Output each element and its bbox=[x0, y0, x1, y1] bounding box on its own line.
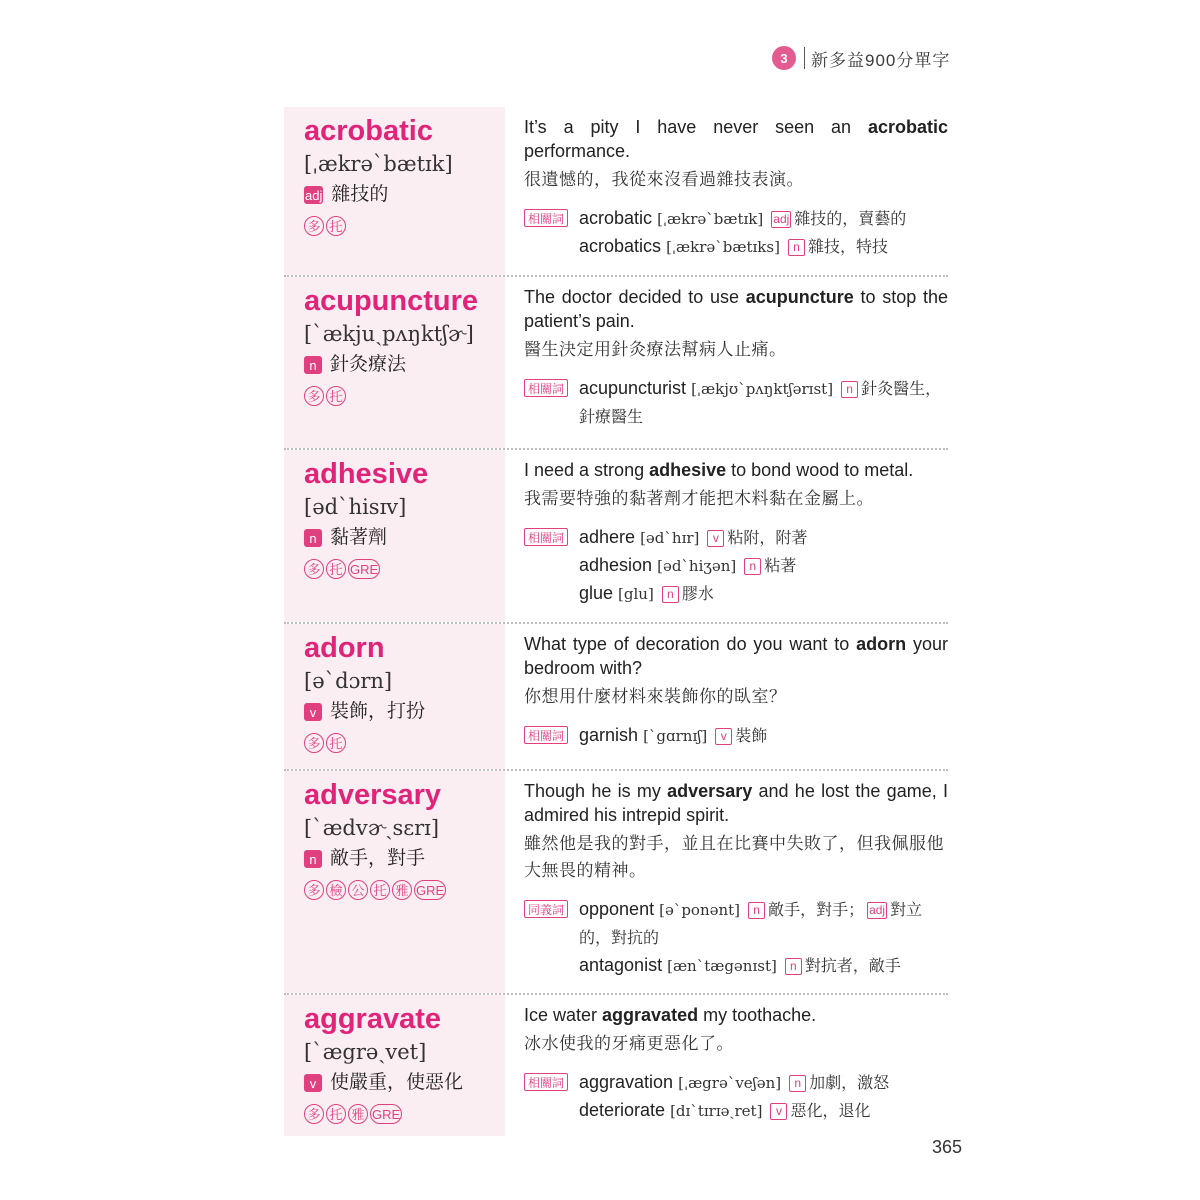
example-text: my toothache. bbox=[698, 1005, 817, 1025]
part-of-speech-badge: n bbox=[304, 850, 322, 868]
example-text: It’s a pity I have never seen an bbox=[524, 117, 868, 137]
example-text: to bond wood to metal. bbox=[726, 460, 914, 480]
exam-tag: 托 bbox=[370, 880, 390, 900]
vocab-entry bbox=[284, 771, 948, 995]
book-title: 新多益900分單字 bbox=[811, 50, 951, 70]
example-text: and he lost the game, I admired his intrepid spirit. bbox=[524, 781, 948, 825]
related-word: acrobatic bbox=[579, 208, 653, 228]
exam-tags bbox=[304, 733, 505, 753]
example-keyword: acupuncture bbox=[745, 287, 854, 307]
definition bbox=[304, 699, 505, 725]
pronunciation: [ˋægrəˏvet] bbox=[304, 1040, 427, 1064]
related-meaning: 對立的，對抗的 bbox=[579, 902, 923, 947]
example-panel bbox=[505, 771, 948, 993]
related-words bbox=[524, 1069, 948, 1125]
related-item bbox=[579, 896, 948, 952]
headword-panel bbox=[284, 450, 505, 622]
vocab-entry bbox=[284, 624, 948, 771]
related-meaning: 粘著 bbox=[764, 558, 797, 575]
headword: adversary bbox=[304, 779, 442, 811]
related-meaning: 雜技的，賣藝的 bbox=[794, 211, 907, 228]
exam-tag: 多 bbox=[304, 559, 324, 579]
example-panel bbox=[505, 107, 948, 275]
vocab-entry bbox=[284, 107, 948, 277]
related-label: 相關詞 bbox=[524, 528, 568, 546]
exam-tag: 托 bbox=[326, 559, 346, 579]
example-sentence bbox=[524, 779, 948, 827]
related-pos-badge: n bbox=[748, 902, 765, 919]
exam-tags bbox=[304, 216, 505, 236]
related-word: garnish bbox=[579, 725, 639, 745]
related-pronunciation: [əˋponənt] bbox=[659, 901, 741, 919]
related-meaning: 敵手，對手； bbox=[768, 902, 865, 919]
part-of-speech-badge: n bbox=[304, 529, 322, 547]
related-meaning: 對抗者，敵手 bbox=[804, 958, 901, 975]
vocab-entry bbox=[284, 450, 948, 624]
related-item bbox=[579, 205, 948, 233]
related-item bbox=[579, 1097, 948, 1125]
example-sentence bbox=[524, 632, 948, 680]
exam-tags bbox=[304, 386, 505, 406]
example-sentence bbox=[524, 285, 948, 333]
related-list bbox=[579, 205, 948, 261]
example-panel bbox=[505, 450, 948, 622]
related-pos-badge: n bbox=[788, 239, 805, 256]
related-pos-badge: n bbox=[789, 1075, 806, 1092]
vocab-entry bbox=[284, 995, 948, 1136]
related-word: acupuncturist bbox=[579, 378, 687, 398]
example-text: your bedroom with? bbox=[524, 634, 948, 678]
related-label: 相關詞 bbox=[524, 1073, 568, 1091]
related-words bbox=[524, 375, 948, 431]
example-keyword: adversary bbox=[667, 781, 753, 801]
definition bbox=[304, 1070, 505, 1096]
exam-tag: 托 bbox=[326, 216, 346, 236]
exam-tag: 多 bbox=[304, 216, 324, 236]
related-word: glue bbox=[579, 583, 614, 603]
related-pronunciation: [ˌækjʊˋpʌŋktʃərɪst] bbox=[691, 380, 834, 398]
related-pos-badge: adj bbox=[869, 903, 886, 917]
example-translation: 我需要特強的黏著劑才能把木料黏在金屬上。 bbox=[524, 489, 874, 508]
related-label: 同義詞 bbox=[524, 900, 568, 918]
example-sentence bbox=[524, 458, 948, 482]
related-pos-badge: n bbox=[785, 958, 802, 975]
related-word: opponent bbox=[579, 899, 655, 919]
example-translation: 很遺憾的，我從來沒看過雜技表演。 bbox=[524, 170, 804, 189]
related-label: 相關詞 bbox=[524, 209, 568, 227]
related-list bbox=[579, 524, 948, 608]
part-of-speech-badge: v bbox=[304, 1074, 322, 1092]
exam-tag: 托 bbox=[326, 1104, 346, 1124]
headword-panel bbox=[284, 277, 505, 448]
related-pronunciation: [ədˋhiʒən] bbox=[657, 557, 737, 575]
related-item bbox=[579, 233, 948, 261]
page-number: 365 bbox=[932, 1137, 963, 1157]
related-meaning: 惡化，退化 bbox=[790, 1103, 871, 1120]
part-of-speech-badge: adj bbox=[305, 187, 323, 203]
exam-tag: 公 bbox=[348, 880, 368, 900]
pronunciation: [ˋædvɚˏsɛrɪ] bbox=[304, 816, 440, 840]
headword: aggravate bbox=[304, 1003, 442, 1035]
headword-panel bbox=[284, 995, 505, 1136]
headword: acrobatic bbox=[304, 115, 433, 147]
related-pronunciation: [dɪˋtɪrɪəˏret] bbox=[670, 1102, 763, 1120]
exam-tag: GRE bbox=[414, 880, 446, 900]
definition bbox=[304, 352, 505, 378]
related-pronunciation: [ˌækrəˋbætɪks] bbox=[666, 238, 780, 256]
definition-text: 裝飾，打扮 bbox=[330, 701, 426, 722]
exam-tag: 檢 bbox=[326, 880, 346, 900]
example-panel bbox=[505, 995, 948, 1136]
pronunciation: [ˌækrəˋbætɪk] bbox=[304, 152, 453, 176]
related-pos-badge: n bbox=[744, 558, 761, 575]
exam-tags bbox=[304, 1104, 505, 1124]
related-word: deteriorate bbox=[579, 1100, 666, 1120]
related-meaning: 裝飾 bbox=[735, 728, 768, 745]
page-header bbox=[772, 44, 950, 72]
related-pos-badge: n bbox=[662, 586, 679, 603]
definition-text: 雜技的 bbox=[331, 184, 389, 205]
example-keyword: acrobatic bbox=[867, 117, 948, 137]
related-meaning: 粘附，附著 bbox=[727, 530, 808, 547]
example-text: I need a strong bbox=[524, 460, 650, 480]
example-text: What type of decoration do you want to bbox=[524, 634, 857, 654]
related-word: adhesion bbox=[579, 555, 653, 575]
related-pronunciation: [ænˋtægənɪst] bbox=[667, 957, 777, 975]
related-pronunciation: [ˌægrəˋveʃən] bbox=[678, 1074, 782, 1092]
related-meaning: 雜技，特技 bbox=[807, 239, 888, 256]
related-word: aggravation bbox=[579, 1072, 674, 1092]
related-pronunciation: [ˌækrəˋbætɪk] bbox=[657, 210, 764, 228]
definition bbox=[304, 182, 505, 208]
example-text: Though he is my bbox=[524, 781, 668, 801]
exam-tag: 多 bbox=[304, 386, 324, 406]
exam-tag: 多 bbox=[304, 733, 324, 753]
example-sentence bbox=[524, 115, 948, 163]
example-text: to stop the patient’s pain. bbox=[524, 287, 949, 331]
related-pos-badge: n bbox=[841, 381, 858, 398]
related-item bbox=[579, 1069, 948, 1097]
definition bbox=[304, 846, 505, 872]
example-text: performance. bbox=[524, 141, 631, 161]
related-pos-badge: v bbox=[715, 728, 732, 745]
headword: acupuncture bbox=[304, 285, 479, 317]
related-list bbox=[579, 896, 948, 980]
related-item bbox=[579, 722, 948, 750]
related-pos-badge: v bbox=[707, 530, 724, 547]
related-list bbox=[579, 375, 948, 431]
definition-text: 使嚴重，使惡化 bbox=[330, 1072, 464, 1093]
related-list bbox=[579, 722, 948, 750]
related-pos-badge: v bbox=[770, 1103, 787, 1120]
related-word: acrobatics bbox=[579, 236, 662, 256]
headword-panel bbox=[284, 771, 505, 993]
example-panel bbox=[505, 277, 948, 448]
exam-tag: 雅 bbox=[348, 1104, 368, 1124]
exam-tag: 托 bbox=[326, 733, 346, 753]
headword-panel bbox=[284, 107, 505, 275]
definition-text: 黏著劑 bbox=[330, 527, 388, 548]
part-of-speech-badge: v bbox=[304, 703, 322, 721]
related-meaning: 膠水 bbox=[681, 586, 714, 603]
related-list bbox=[579, 1069, 948, 1125]
related-meaning: 針灸醫生，針療醫生 bbox=[579, 381, 942, 426]
part-of-speech-badge: n bbox=[304, 356, 322, 374]
exam-tags bbox=[304, 880, 505, 900]
headword: adorn bbox=[304, 632, 385, 664]
exam-tag: GRE bbox=[348, 559, 380, 579]
exam-tag: 多 bbox=[304, 1104, 324, 1124]
pronunciation: [əˋdɔrn] bbox=[304, 669, 393, 693]
exam-tags bbox=[304, 559, 505, 579]
related-words bbox=[524, 205, 948, 261]
related-item bbox=[579, 580, 948, 608]
related-word: adhere bbox=[579, 527, 636, 547]
related-pos-badge: adj bbox=[773, 212, 790, 226]
example-keyword: adorn bbox=[856, 634, 907, 654]
related-item bbox=[579, 375, 948, 431]
related-item bbox=[579, 552, 948, 580]
example-text: The doctor decided to use bbox=[524, 287, 746, 307]
example-keyword: adhesive bbox=[649, 460, 727, 480]
exam-tag: GRE bbox=[370, 1104, 402, 1124]
definition bbox=[304, 525, 505, 551]
vocab-entry bbox=[284, 277, 948, 450]
example-keyword: aggravated bbox=[602, 1005, 699, 1025]
headword: adhesive bbox=[304, 458, 429, 490]
example-panel bbox=[505, 624, 948, 769]
related-meaning: 加劇，激怒 bbox=[809, 1075, 890, 1092]
related-pronunciation: [ˋgɑrnɪʃ] bbox=[643, 727, 708, 745]
example-translation: 你想用什麼材料來裝飾你的臥室？ bbox=[524, 687, 787, 706]
example-translation: 雖然他是我的對手，並且在比賽中失敗了，但我佩服他大無畏的精神。 bbox=[524, 834, 944, 880]
related-item bbox=[579, 524, 948, 552]
pronunciation: [ˋækjuˏpʌŋktʃɚ] bbox=[304, 322, 474, 346]
entry-list bbox=[284, 107, 948, 1136]
example-translation: 醫生決定用針灸療法幫病人止痛。 bbox=[524, 340, 787, 359]
example-sentence bbox=[524, 1003, 948, 1027]
related-label: 相關詞 bbox=[524, 379, 568, 397]
pronunciation: [ədˋhisɪv] bbox=[304, 495, 407, 519]
related-words bbox=[524, 524, 948, 608]
related-word: antagonist bbox=[579, 955, 663, 975]
related-words bbox=[524, 896, 948, 980]
example-text: Ice water bbox=[524, 1005, 603, 1025]
headword-panel bbox=[284, 624, 505, 769]
related-words bbox=[524, 722, 948, 750]
header-divider bbox=[804, 47, 805, 69]
definition-text: 敵手，對手 bbox=[330, 848, 426, 869]
related-pronunciation: [ədˋhɪr] bbox=[640, 529, 700, 547]
example-translation: 冰水使我的牙痛更惡化了。 bbox=[524, 1034, 734, 1053]
related-item bbox=[579, 952, 948, 980]
definition-text: 針灸療法 bbox=[330, 354, 407, 375]
chapter-badge: 3 bbox=[772, 46, 796, 70]
exam-tag: 雅 bbox=[392, 880, 412, 900]
exam-tag: 托 bbox=[326, 386, 346, 406]
related-label: 相關詞 bbox=[524, 726, 568, 744]
exam-tag: 多 bbox=[304, 880, 324, 900]
related-pronunciation: [glu] bbox=[618, 585, 654, 603]
